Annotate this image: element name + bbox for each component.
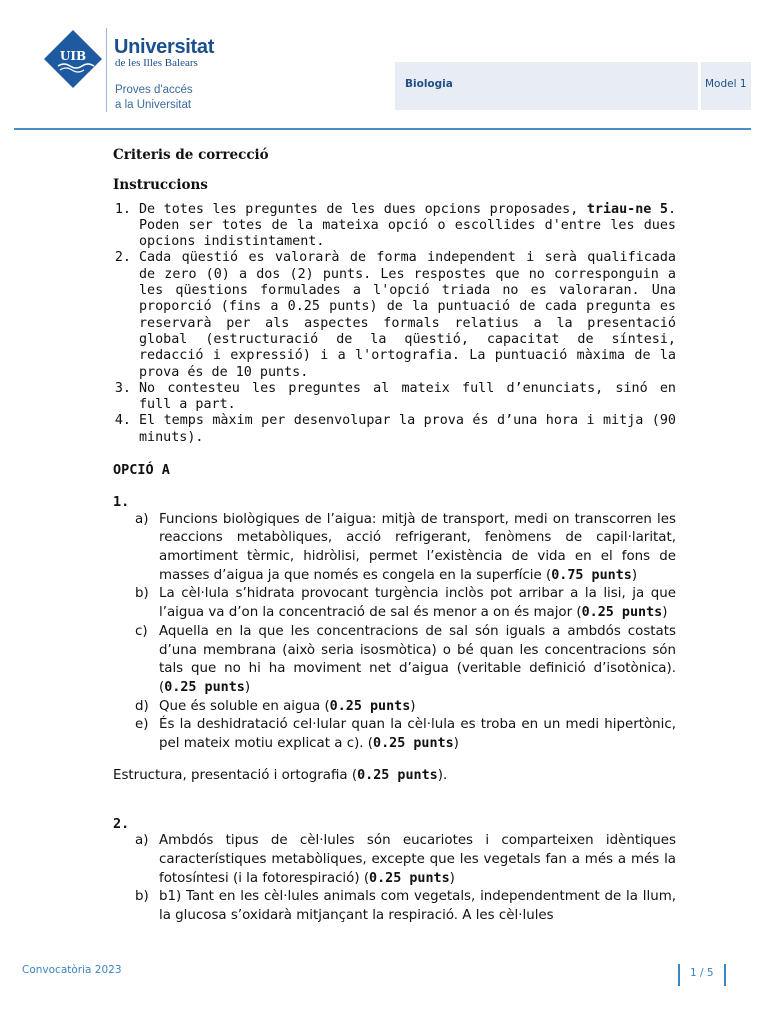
logo-text: UIB: [59, 49, 87, 63]
answer-item: b) b1) Tant en les cèl·lules animals com vegetals, independentment de la llum, la glucosa s’oxidarà mitjançant la respiració. A les cèl·lules: [135, 889, 676, 924]
instruction-item: 3. No contesteu les preguntes al mateix full d’enunciats, sinó en full a part.: [139, 381, 676, 414]
proves-label: [115, 83, 193, 113]
university-name: Universitat: [114, 36, 215, 58]
question-2-number: 2.: [113, 816, 130, 833]
proves-line-2: a la Universitat: [115, 99, 192, 111]
proves-line-1: Proves d'accés: [115, 84, 193, 96]
model-box: [701, 62, 751, 110]
page-number: 1 / 5: [690, 967, 714, 979]
instructions-heading: Instruccions: [113, 177, 208, 194]
question-2-answers: [113, 832, 676, 926]
page-title: Criteris de correcció: [113, 147, 269, 163]
option-heading: OPCIÓ A: [113, 462, 170, 479]
subject-label: Biologia: [405, 78, 453, 90]
header-divider: [14, 128, 751, 130]
answer-item: c) Aquella en la que les concentracions de sal són iguals a ambdós costats d’una membrana (això seria isosmòtica) o bé quan les concentracions són tals que no hi ha moviment net d’aigua (veritable definició d’isotònica). (0.25 punts): [135, 623, 676, 695]
instruction-item: 4. El temps màxim per desenvolupar la prova és d’una hora i mitja (90 minuts).: [139, 413, 676, 446]
footer-convocatoria: Convocatòria 2023: [22, 964, 122, 976]
question-1-number: 1.: [113, 494, 130, 511]
answer-item: a) Funcions biològiques de l’aigua: mitjà de transport, medi on transcorren les reaccions metabòliques, acció refrigerant, fenòmens de capil·laritat, amortiment tèrmic, hidròlisi, permet l’existència de vida en el fons de masses d’aigua ja que només es congela en la superfície (0.75 punts): [135, 511, 676, 583]
document-body: [113, 147, 676, 926]
answer-item: a) Ambdós tipus de cèl·lules són eucariotes i comparteixen idèntiques característiques metabòliques, excepte que les vegetals fan a més a més la fotosíntesi (i la fotorespiració) (0.25 punts): [135, 833, 676, 886]
subject-box: [395, 62, 698, 110]
page-indicator: [678, 964, 728, 986]
instructions-list: [113, 202, 676, 446]
answer-item: b) La cèl·lula s’hidrata provocant turgència inclòs pot arribar a la lisi, ja que l’aigua va d’on la concentració de sal és menor a on és major (0.25 punts): [135, 586, 676, 621]
answer-item: d) Que és soluble en aigua (0.25 punts): [135, 698, 416, 714]
structure-line: Estructura, presentació i ortografia (0.25 punts).: [113, 767, 448, 783]
page-bar-left: [678, 964, 680, 986]
answer-item: e) És la deshidratació cel·lular quan la cèl·lula es troba en un medi hipertònic, pel mateix motiu explicat a c). (0.25 punts): [135, 717, 676, 752]
model-label: Model 1: [705, 78, 747, 90]
page-bar-right: [724, 964, 726, 986]
instruction-item: 1. De totes les preguntes de les dues opcions proposades, triau-ne 5. Poden ser totes de la mateixa opció o escollides d'entre les dues opcions indistintament.: [139, 202, 676, 251]
instruction-item: 2. Cada qüestió es valorarà de forma independent i serà qualificada de zero (0) a dos (2) punts. Les respostes que no corresponguin a les qüestions formulades a l'opció triada no es valoraran. Una proporció (fins a 0.25 punts) de la puntuació de cada pregunta es reservarà per als aspectes formals relatius a la presentació global (estructuració de la qüestió, capacitat de síntesi, redacció i expressió) i a l'ortografia. La puntuació màxima de la prova és de 10 punts.: [139, 250, 676, 380]
university-subtitle: de les Illes Balears: [115, 57, 198, 69]
header-separator: [106, 28, 107, 112]
uib-logo-icon: [44, 30, 102, 88]
question-1-answers: [113, 511, 676, 754]
